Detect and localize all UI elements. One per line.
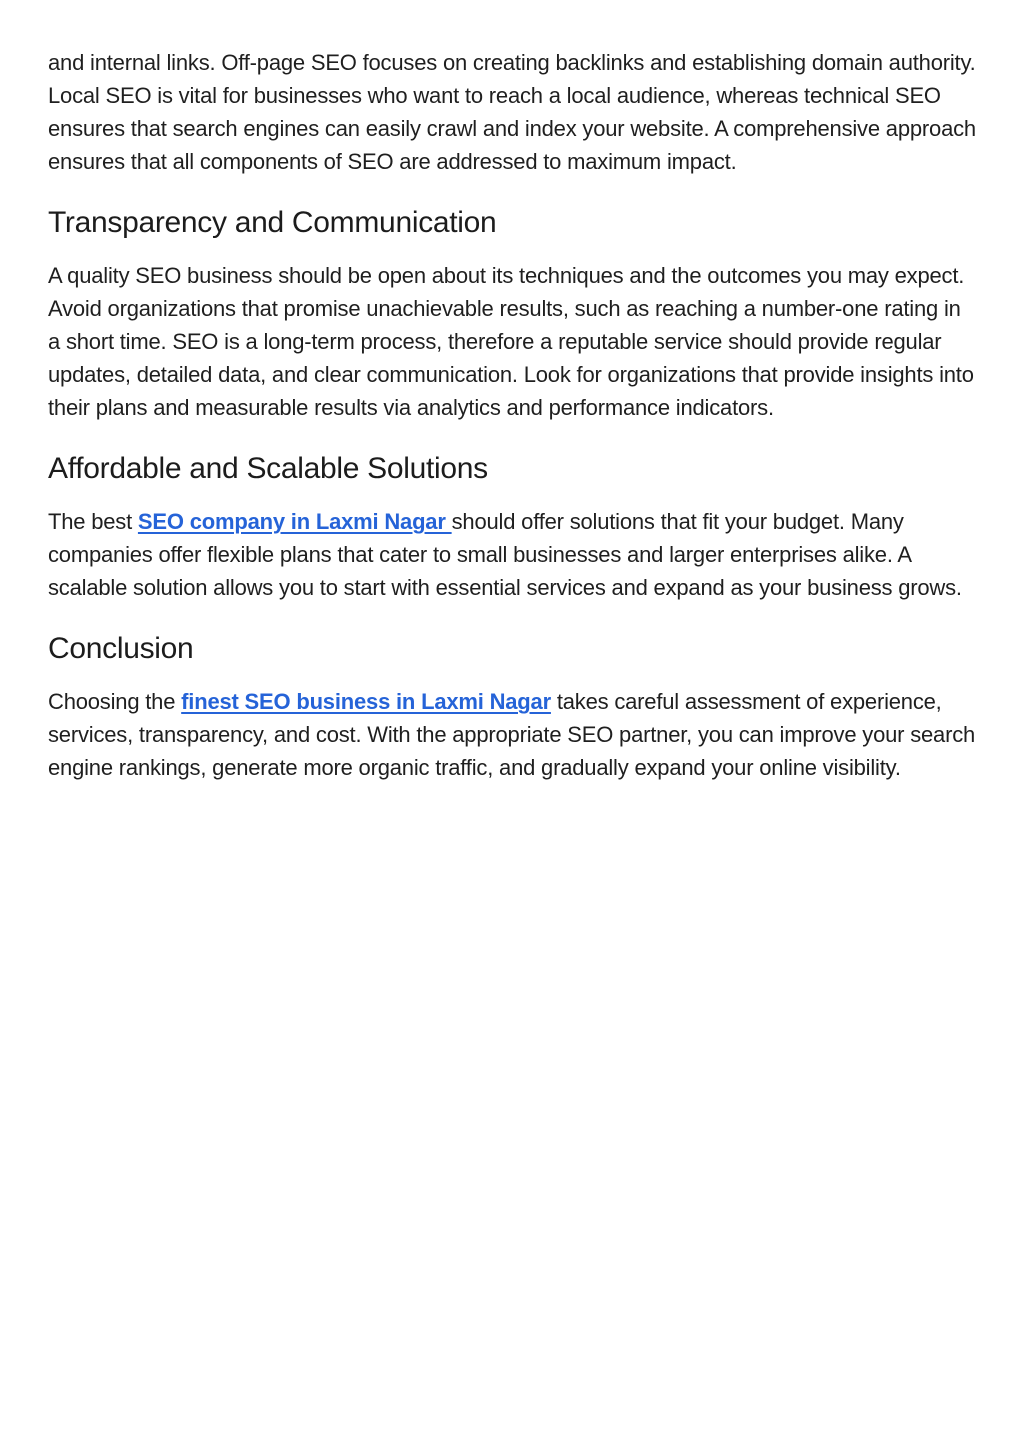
paragraph-seo-components: and internal links. Off-page SEO focuses on creating backlinks and establishing domain authority. Local SEO is vital for businesses who want to reach a local audience, whereas technical SEO ensures that search engines can easily crawl and index your website. A comprehensive approach ensures that all components of SEO are addressed to maximum impact. — [48, 50, 976, 174]
heading-conclusion: Conclusion — [48, 632, 194, 665]
paragraph-text-before-link: Choosing the — [48, 689, 182, 714]
paragraph-text-before-link: The best — [48, 509, 138, 534]
heading-transparency-and-communication: Transparency and Communication — [48, 206, 497, 239]
link-seo-company-in-laxmi-nagar[interactable]: SEO company in Laxmi Nagar — [137, 509, 452, 534]
paragraph-conclusion — [48, 685, 976, 784]
heading-affordable-and-scalable-solutions: Affordable and Scalable Solutions — [48, 452, 488, 485]
paragraph-affordable — [48, 505, 976, 604]
paragraph-text-after-link: takes careful assessment of experience, services, transparency, and cost. With the appropriate SEO partner, you can improve your search engine rankings, generate more organic traffic, and gradually expand your online visibility. — [48, 689, 976, 780]
link-finest-seo-business-in-laxmi-nagar[interactable]: finest SEO business in Laxmi Nagar — [181, 689, 551, 714]
paragraph-text-after-link: should offer solutions that fit your budget. Many companies offer flexible plans that cater to small businesses and larger enterprises alike. A scalable solution allows you to start with essential services and expand as your business grows. — [48, 509, 962, 600]
paragraph-transparency: A quality SEO business should be open about its techniques and the outcomes you may expect. Avoid organizations that promise unachievable results, such as reaching a number-one rating in a short time. SEO is a long-term process, therefore a reputable service should provide regular updates, detailed data, and clear communication. Look for organizations that provide insights into their plans and measurable results via analytics and performance indicators. — [48, 263, 974, 420]
